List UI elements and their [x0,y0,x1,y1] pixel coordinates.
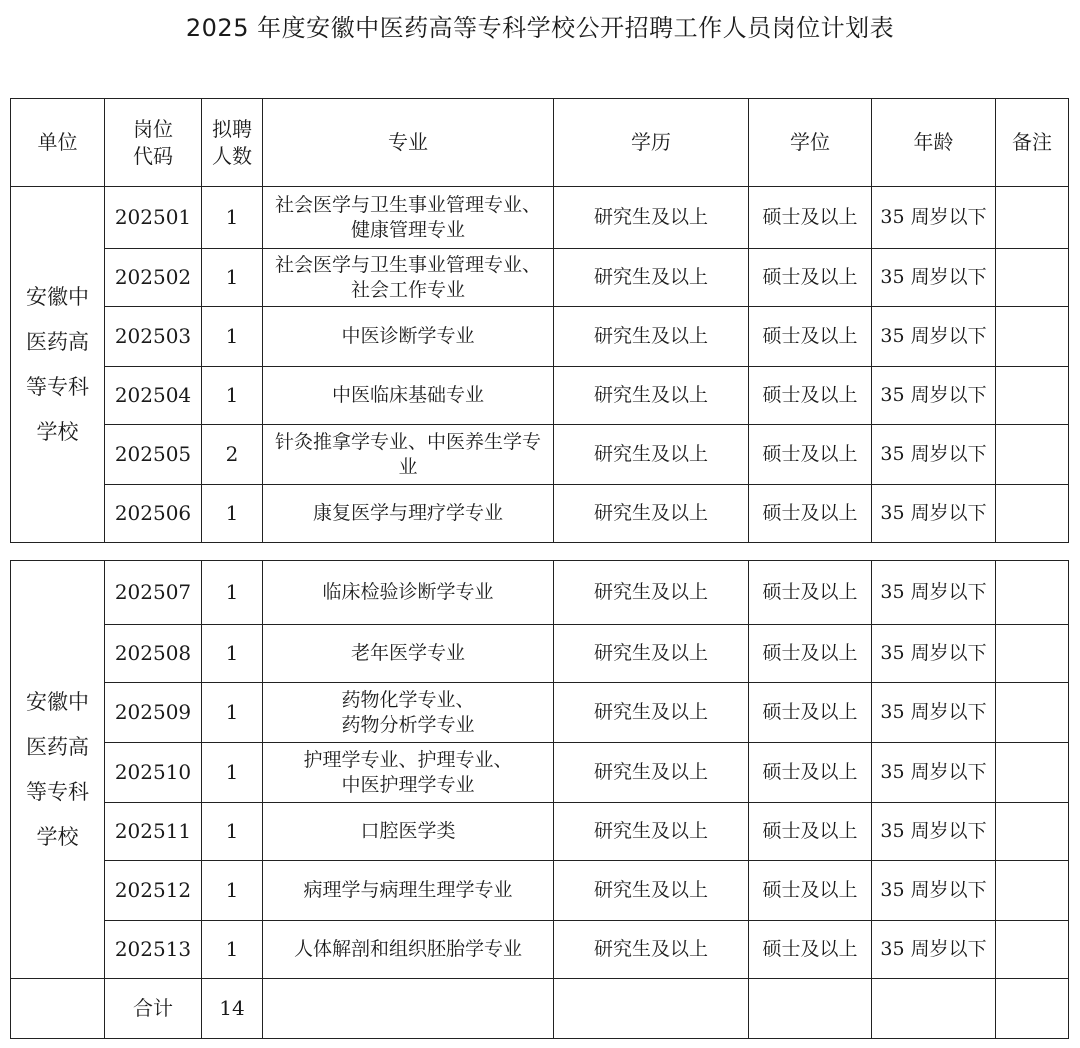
total-row [11,979,1069,1039]
table-row [11,561,1069,625]
age-cell: 35 周岁以下 [872,921,996,979]
position-code: 202509 [105,683,202,743]
education-cell: 研究生及以上 [554,485,749,543]
hire-count: 1 [202,803,263,861]
table-row [11,307,1069,367]
total-count: 14 [202,979,263,1039]
major-cell [263,861,554,921]
age-cell: 35 周岁以下 [872,367,996,425]
position-code: 202501 [105,187,202,249]
unit-name-line: 安徽中 [26,689,89,714]
education-cell: 研究生及以上 [554,367,749,425]
remarks-cell [996,743,1069,803]
degree-cell: 硕士及以上 [749,561,872,625]
total-empty-cell [749,979,872,1039]
major-cell [263,249,554,307]
hire-count: 1 [202,683,263,743]
age-cell: 35 周岁以下 [872,249,996,307]
major-cell [263,921,554,979]
major-cell [263,187,554,249]
major-line: 药物化学专业、 [341,688,475,711]
total-empty-cell [263,979,554,1039]
degree-cell: 硕士及以上 [749,485,872,543]
hire-count: 1 [202,307,263,367]
age-cell: 35 周岁以下 [872,425,996,485]
major-line: 社会医学与卫生事业管理专业、 [274,253,541,276]
degree-cell: 硕士及以上 [749,625,872,683]
degree-cell: 硕士及以上 [749,187,872,249]
major-line: 康复医学与理疗学专业 [312,502,503,524]
unit-name-line: 等专科 [26,374,89,399]
total-unit-cell [11,979,105,1039]
remarks-cell [996,683,1069,743]
age-cell: 35 周岁以下 [872,307,996,367]
major-cell [263,743,554,803]
table-row [11,249,1069,307]
position-code: 202504 [105,367,202,425]
remarks-cell [996,625,1069,683]
education-cell: 研究生及以上 [554,625,749,683]
unit-name-line: 学校 [36,419,79,444]
table-row [11,367,1069,425]
total-empty-cell [554,979,749,1039]
page-title: 2025 年度安徽中医药高等专科学校公开招聘工作人员岗位计划表 [185,14,895,42]
degree-cell: 硕士及以上 [749,861,872,921]
hire-count: 1 [202,921,263,979]
total-empty-cell [996,979,1069,1039]
position-code: 202510 [105,743,202,803]
position-code: 202502 [105,249,202,307]
age-cell: 35 周岁以下 [872,561,996,625]
degree-cell: 硕士及以上 [749,803,872,861]
age-cell: 35 周岁以下 [872,625,996,683]
major-line: 社会医学与卫生事业管理专业、 [274,193,541,216]
degree-cell: 硕士及以上 [749,921,872,979]
major-line: 健康管理专业 [350,218,465,241]
hire-count: 1 [202,743,263,803]
major-line: 药物分析学专业 [341,713,475,736]
hire-count: 1 [202,187,263,249]
education-cell: 研究生及以上 [554,683,749,743]
table-row [11,683,1069,743]
hire-count: 1 [202,249,263,307]
major-line: 社会工作专业 [350,278,465,301]
major-cell [263,803,554,861]
degree-cell: 硕士及以上 [749,249,872,307]
rows-part-1 [11,187,1069,543]
table-row [11,187,1069,249]
header-remarks: 备注 [996,99,1069,187]
position-code: 202507 [105,561,202,625]
header-degree: 学位 [749,99,872,187]
header-count-line2: 人数 [212,143,252,168]
position-table-part-1 [10,98,1069,543]
unit-name-line: 医药高 [26,329,89,354]
total-empty-cell [872,979,996,1039]
age-cell: 35 周岁以下 [872,743,996,803]
degree-cell: 硕士及以上 [749,425,872,485]
header-unit: 单位 [11,99,105,187]
age-cell: 35 周岁以下 [872,485,996,543]
unit-cell [11,561,105,979]
header-code-line2: 代码 [133,143,173,168]
table-row [11,625,1069,683]
header-code [105,99,202,187]
remarks-cell [996,307,1069,367]
major-line: 业 [398,455,418,478]
hire-count: 2 [202,425,263,485]
header-education: 学历 [554,99,749,187]
degree-cell: 硕士及以上 [749,307,872,367]
header-code-line1: 岗位 [133,116,173,141]
major-line: 口腔医学类 [360,820,456,842]
major-line: 病理学与病理生理学专业 [303,879,513,901]
position-code: 202513 [105,921,202,979]
position-code: 202511 [105,803,202,861]
education-cell: 研究生及以上 [554,921,749,979]
position-table-part-2 [10,560,1069,1039]
age-cell: 35 周岁以下 [872,187,996,249]
remarks-cell [996,921,1069,979]
education-cell: 研究生及以上 [554,561,749,625]
education-cell: 研究生及以上 [554,425,749,485]
remarks-cell [996,561,1069,625]
major-line: 针灸推拿学专业、中医养生学专 [274,430,541,453]
header-major: 专业 [263,99,554,187]
header-age: 年龄 [872,99,996,187]
total-label: 合计 [105,979,202,1039]
major-line: 临床检验诊断学专业 [322,581,494,603]
education-cell: 研究生及以上 [554,861,749,921]
major-line: 中医护理学专业 [341,773,475,796]
age-cell: 35 周岁以下 [872,683,996,743]
major-cell [263,683,554,743]
header-count-line1: 拟聘 [212,116,252,141]
major-line: 老年医学专业 [350,642,465,664]
major-line: 中医临床基础专业 [331,384,484,406]
major-line: 人体解剖和组织胚胎学专业 [293,938,522,960]
position-code: 202505 [105,425,202,485]
remarks-cell [996,249,1069,307]
remarks-cell [996,425,1069,485]
age-cell: 35 周岁以下 [872,861,996,921]
position-code: 202506 [105,485,202,543]
unit-cell [11,187,105,543]
major-cell [263,485,554,543]
major-cell [263,367,554,425]
education-cell: 研究生及以上 [554,249,749,307]
major-cell [263,625,554,683]
hire-count: 1 [202,625,263,683]
degree-cell: 硕士及以上 [749,683,872,743]
education-cell: 研究生及以上 [554,743,749,803]
table-row [11,485,1069,543]
table-header-row [11,99,1069,187]
major-cell [263,561,554,625]
education-cell: 研究生及以上 [554,307,749,367]
unit-name-line: 安徽中 [26,284,89,309]
hire-count: 1 [202,561,263,625]
header-count [202,99,263,187]
position-code: 202503 [105,307,202,367]
table-row [11,921,1069,979]
unit-name-line: 医药高 [26,734,89,759]
age-cell: 35 周岁以下 [872,803,996,861]
remarks-cell [996,485,1069,543]
rows-part-2 [11,561,1069,979]
degree-cell: 硕士及以上 [749,743,872,803]
education-cell: 研究生及以上 [554,187,749,249]
remarks-cell [996,367,1069,425]
major-cell [263,425,554,485]
position-code: 202508 [105,625,202,683]
hire-count: 1 [202,861,263,921]
remarks-cell [996,861,1069,921]
major-cell [263,307,554,367]
table-row [11,743,1069,803]
hire-count: 1 [202,367,263,425]
major-line: 中医诊断学专业 [341,325,475,347]
hire-count: 1 [202,485,263,543]
education-cell: 研究生及以上 [554,803,749,861]
table-row [11,425,1069,485]
position-code: 202512 [105,861,202,921]
major-line: 护理学专业、护理专业、 [303,748,513,771]
table-row [11,861,1069,921]
unit-name-line: 学校 [36,824,79,849]
unit-name-line: 等专科 [26,779,89,804]
remarks-cell [996,803,1069,861]
table-row [11,803,1069,861]
degree-cell: 硕士及以上 [749,367,872,425]
remarks-cell [996,187,1069,249]
